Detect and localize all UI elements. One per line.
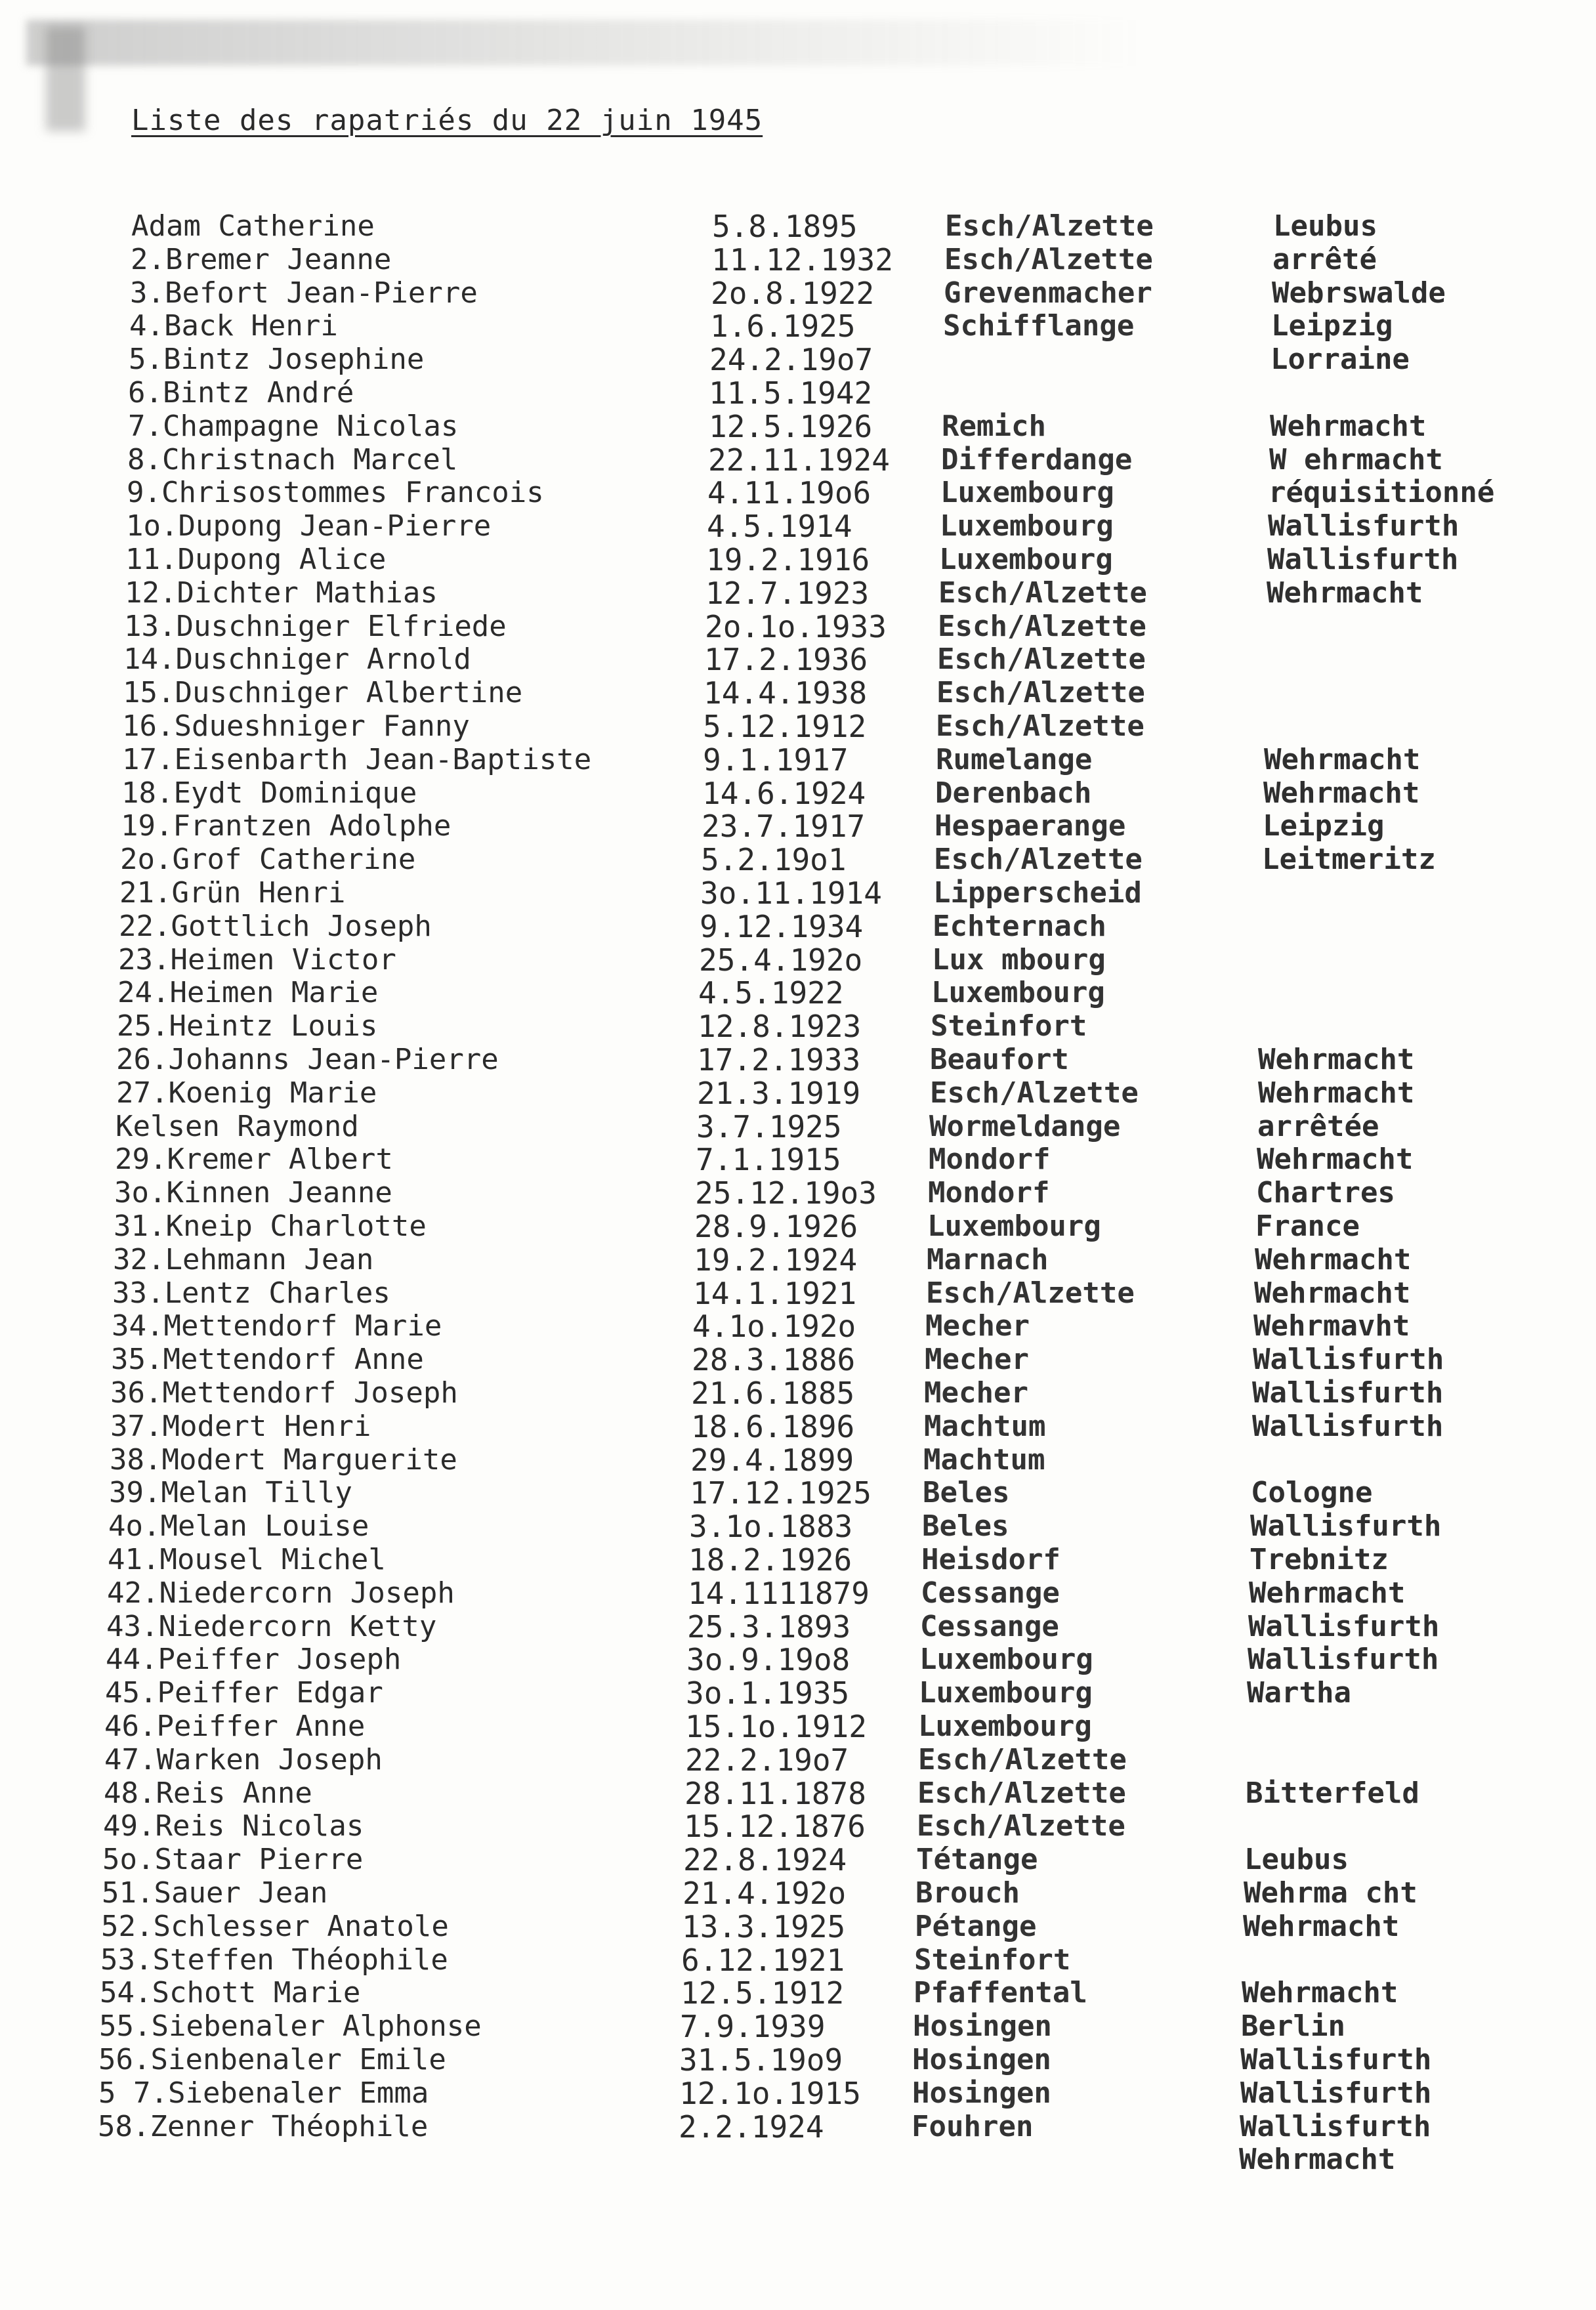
home-town: Machtum (924, 1410, 1046, 1443)
list-row (131, 243, 1509, 276)
birth-date: 17.12.1925 (690, 1475, 872, 1511)
home-town: Schifflange (943, 309, 1135, 343)
list-row (110, 1444, 1488, 1477)
birth-date: 21.4.192o (682, 1876, 847, 1911)
person-name: 21.Grün Henri (119, 876, 346, 910)
birth-date: 17.2.1933 (697, 1042, 861, 1078)
home-town: Beles (922, 1509, 1009, 1543)
birth-date: 22.2.19o7 (685, 1742, 849, 1778)
destination: Wehrmacht (1249, 1576, 1406, 1610)
list-row (110, 1377, 1488, 1410)
person-name: Kelsen Raymond (116, 1110, 359, 1143)
person-name: 47.Warken Joseph (104, 1743, 383, 1776)
birth-date: 12.7.1923 (705, 576, 870, 611)
home-town: Mondorf (929, 1143, 1051, 1176)
birth-date: 15.1o.1912 (685, 1709, 867, 1744)
list-row (128, 410, 1506, 443)
destination: Wartha (1247, 1676, 1351, 1710)
home-town: Grevenmacher (944, 276, 1152, 310)
person-name: 2o.Grof Catherine (120, 843, 416, 876)
person-name: 39.Melan Tilly (109, 1476, 352, 1509)
home-town: Mecher (924, 1376, 1028, 1410)
birth-date: 12.5.1912 (681, 1975, 845, 2011)
home-town: Esch/Alzette (944, 243, 1153, 276)
list-row (102, 1843, 1480, 1876)
birth-date: 28.9.1926 (694, 1209, 858, 1244)
home-town: Beaufort (930, 1043, 1069, 1076)
person-name: 13.Duschniger Elfriede (124, 610, 507, 643)
birth-date: 29.4.1899 (690, 1442, 854, 1478)
scan-shadow (26, 20, 1142, 66)
destination: Wehrmacht (1254, 1276, 1411, 1310)
home-town: Hosingen (912, 2076, 1051, 2110)
person-name: 4.Back Henri (129, 309, 338, 343)
person-name: 3.Befort Jean-Pierre (130, 276, 478, 310)
person-name: 51.Sauer Jean (102, 1876, 328, 1910)
list-row (124, 610, 1502, 643)
birth-date: 25.4.192o (699, 942, 863, 978)
destination: Wehrmacht (1243, 1910, 1400, 1943)
birth-date: 25.3.1893 (687, 1609, 851, 1645)
list-row (128, 377, 1506, 410)
destination: Wehrmacht (1255, 1243, 1412, 1276)
list-row (100, 1944, 1479, 1977)
list-row (131, 210, 1509, 243)
person-name: 2.Bremer Jeanne (131, 243, 392, 276)
birth-date: 4.5.1914 (707, 509, 852, 544)
home-town: Luxembourg (940, 509, 1114, 543)
birth-date: 2.2.1924 (679, 2109, 824, 2145)
birth-date: 4.1o.192o (692, 1309, 856, 1344)
person-name: 22.Gottlich Joseph (119, 910, 432, 943)
list-row (118, 944, 1496, 976)
destination: arrêté (1272, 243, 1377, 276)
birth-date: 21.6.1885 (691, 1376, 855, 1411)
person-name: 53.Steffen Théophile (100, 1943, 448, 1977)
person-name: 5o.Staar Pierre (102, 1843, 364, 1876)
list-row (100, 1977, 1478, 2009)
destination: France (1255, 1209, 1360, 1243)
home-town: Mecher (925, 1343, 1029, 1376)
birth-date: 5.2.19o1 (701, 842, 847, 877)
birth-date: 14.1111879 (688, 1576, 870, 1611)
destination: Wehrmacht (1270, 410, 1427, 443)
list-row (119, 910, 1497, 943)
home-town: Rumelange (936, 743, 1093, 776)
list-row (101, 1910, 1479, 1943)
birth-date: 7.1.1915 (696, 1142, 841, 1177)
person-name: 38.Modert Marguerite (110, 1443, 457, 1477)
list-row (111, 1343, 1489, 1376)
birth-date: 3o.11.1914 (700, 875, 882, 911)
home-town: Fouhren (912, 2110, 1034, 2143)
destination: Trebnitz (1250, 1543, 1389, 1576)
person-name: 41.Mousel Michel (108, 1543, 386, 1576)
birth-date: 18.2.1926 (688, 1542, 852, 1578)
birth-date: 17.2.1936 (704, 642, 868, 677)
birth-date: 18.6.1896 (691, 1409, 855, 1444)
person-name: 3o.Kinnen Jeanne (114, 1176, 392, 1209)
list-row (98, 2110, 1476, 2143)
person-name: 37.Modert Henri (110, 1410, 371, 1443)
birth-date: 19.2.1924 (694, 1242, 858, 1278)
list-row (104, 1777, 1482, 1810)
person-name: 44.Peiffer Joseph (106, 1643, 402, 1676)
destination: Wallisfurth (1240, 2110, 1431, 2143)
home-town: Hosingen (913, 2009, 1052, 2043)
birth-date: 7.9.1939 (680, 2009, 826, 2044)
home-town: Luxembourg (919, 1676, 1093, 1710)
destination: Wallisfurth (1267, 543, 1459, 576)
home-town: Heisdorf (921, 1543, 1060, 1576)
person-name: 36.Mettendorf Joseph (110, 1376, 458, 1410)
birth-date: 1.6.1925 (710, 308, 856, 344)
person-name: 56.Sienbenaler Emile (98, 2043, 446, 2076)
person-name: 16.Sdueshniger Fanny (122, 709, 470, 743)
list-row (103, 1810, 1481, 1843)
home-town: Lux mbourg (932, 943, 1106, 976)
birth-date: 19.2.1916 (706, 542, 870, 578)
person-name: 48.Reis Anne (104, 1776, 312, 1810)
person-name: 4o.Melan Louise (108, 1509, 369, 1543)
person-name: 42.Niedercorn Joseph (107, 1576, 455, 1610)
list-row (104, 1710, 1482, 1743)
home-town: Luxembourg (931, 976, 1105, 1009)
person-name: 52.Schlesser Anatole (101, 1910, 449, 1943)
person-name: 7.Champagne Nicolas (128, 410, 459, 443)
birth-date: 13.3.1925 (682, 1909, 846, 1944)
list-row (112, 1310, 1490, 1343)
birth-date: 2o.1o.1933 (705, 609, 887, 644)
birth-date: 12.5.1926 (709, 409, 873, 444)
list-row (114, 1210, 1492, 1243)
destination: Berlin (1241, 2009, 1345, 2043)
list-row (97, 2143, 1475, 2176)
destination: Wallisfurth (1248, 1610, 1440, 1643)
birth-date: 23.7.1917 (702, 808, 866, 844)
list-row (112, 1277, 1490, 1310)
destination: Wehrmacht (1242, 1976, 1398, 2009)
list-row (125, 577, 1503, 610)
page-title: Liste des rapatriés du 22 juin 1945 (131, 104, 763, 137)
birth-date: 31.5.19o9 (679, 2042, 843, 2078)
destination: Wallisfurth (1248, 1643, 1439, 1676)
list-row (121, 810, 1499, 843)
home-town: Luxembourg (940, 476, 1114, 509)
list-row (106, 1643, 1484, 1676)
birth-date: 2o.8.1922 (711, 276, 875, 311)
list-row (122, 744, 1500, 776)
destination: Leubus (1273, 209, 1377, 243)
home-town: Steinfort (931, 1009, 1087, 1043)
home-town: Differdange (941, 443, 1133, 476)
person-name: 31.Kneip Charlotte (114, 1209, 427, 1243)
destination: Wehrmacht (1263, 776, 1420, 810)
birth-date: 5.8.1895 (712, 209, 858, 244)
person-name: 1o.Dupong Jean-Pierre (126, 509, 492, 543)
person-name: 46.Peiffer Anne (104, 1710, 366, 1743)
destination: Leipzig (1271, 309, 1393, 343)
home-town: Esch/Alzette (945, 209, 1154, 243)
list-row (115, 1143, 1493, 1176)
destination: réquisitionné (1269, 476, 1495, 509)
destination: Wallisfurth (1252, 1410, 1444, 1443)
home-town: Esch/Alzette (926, 1276, 1135, 1310)
person-name: 6.Bintz André (128, 376, 354, 410)
birth-date: 15.12.1876 (684, 1809, 866, 1844)
destination: Wehrmacht (1258, 1076, 1415, 1110)
list-row (130, 277, 1508, 310)
destination: Wallisfurth (1268, 509, 1460, 543)
home-town: Brouch (915, 1876, 1020, 1910)
destination: Wehrmacht (1257, 1143, 1414, 1176)
home-town: Esch/Alzette (936, 709, 1144, 743)
home-town: Wormeldange (929, 1110, 1121, 1143)
home-town: Derenbach (935, 776, 1092, 810)
home-town: Steinfort (914, 1943, 1071, 1977)
home-town: Esch/Alzette (937, 642, 1146, 676)
person-name: Adam Catherine (131, 209, 375, 243)
list-row (129, 310, 1507, 343)
person-name: 55.Siebenaler Alphonse (99, 2009, 482, 2043)
destination: Lorraine (1270, 343, 1410, 376)
list-row (98, 2077, 1477, 2110)
home-town: Cessange (921, 1576, 1060, 1610)
person-name: 15.Duschniger Albertine (123, 676, 523, 709)
person-name: 25.Heintz Louis (117, 1009, 378, 1043)
scan-shadow-corner (46, 26, 85, 131)
home-town: Esch/Alzette (918, 1743, 1127, 1776)
person-name: 12.Dichter Mathias (125, 576, 438, 610)
person-name: 9.Chrisostommes Francois (127, 476, 544, 509)
birth-date: 28.3.1886 (692, 1342, 856, 1377)
home-town: Echternach (933, 910, 1106, 943)
destination: W ehrmacht (1269, 443, 1443, 476)
birth-date: 11.12.1932 (711, 242, 893, 278)
person-name: 34.Mettendorf Marie (112, 1309, 442, 1343)
birth-date: 28.11.1878 (684, 1776, 866, 1811)
home-town: Esch/Alzette (938, 610, 1146, 643)
person-name: 8.Christnach Marcel (127, 443, 458, 476)
birth-date: 3o.9.19o8 (686, 1642, 850, 1677)
birth-date: 12.8.1923 (698, 1009, 862, 1044)
person-name: 23.Heimen Victor (118, 943, 396, 976)
person-name: 18.Eydt Dominique (121, 776, 417, 810)
destination: Chartres (1256, 1176, 1395, 1209)
person-name: 49.Reis Nicolas (103, 1809, 364, 1843)
list-row (116, 1077, 1494, 1110)
home-town: Esch/Alzette (934, 843, 1143, 876)
home-town: Esch/Alzette (938, 576, 1147, 610)
birth-date: 22.11.1924 (708, 442, 890, 478)
home-town: Esch/Alzette (936, 676, 1145, 709)
home-town: Machtum (923, 1443, 1045, 1477)
list-row (120, 843, 1498, 876)
birth-date: 12.1o.1915 (679, 2076, 861, 2111)
home-town: Luxembourg (918, 1710, 1092, 1743)
person-name: 5.Bintz Josephine (129, 343, 425, 376)
home-town: Esch/Alzette (917, 1809, 1125, 1843)
home-town: Tétange (916, 1843, 1038, 1876)
list-row (117, 1010, 1495, 1043)
home-town: Mecher (925, 1309, 1030, 1343)
list-row (123, 677, 1501, 709)
list-row (125, 543, 1503, 576)
person-name: 19.Frantzen Adolphe (121, 809, 452, 843)
home-town: Esch/Alzette (930, 1076, 1139, 1110)
list-row (98, 2044, 1477, 2076)
person-name: 33.Lentz Charles (112, 1276, 390, 1310)
list-row (110, 1410, 1488, 1443)
home-town: Luxembourg (919, 1643, 1093, 1676)
destination: Wehrmacht (1267, 576, 1423, 610)
birth-date: 25.12.19o3 (695, 1175, 877, 1211)
birth-date: 6.12.1921 (681, 1942, 845, 1978)
birth-date: 9.12.1934 (700, 909, 864, 944)
destination: Wallisfurth (1250, 1509, 1442, 1543)
person-name: 43.Niedercorn Ketty (106, 1610, 437, 1643)
person-name: 14.Duschniger Arnold (123, 642, 471, 676)
list-row (116, 1043, 1494, 1076)
list-row (107, 1577, 1485, 1610)
person-name: 5 7.Siebenaler Emma (98, 2076, 429, 2110)
person-name: 11.Dupong Alice (125, 543, 387, 576)
list-row (122, 710, 1500, 743)
list-row (106, 1610, 1484, 1643)
birth-date: 4.11.19o6 (707, 475, 872, 511)
list-row (121, 777, 1500, 810)
person-name: 45.Peiffer Edgar (105, 1676, 383, 1710)
birth-date: 22.8.1924 (683, 1842, 847, 1878)
list-row (126, 510, 1504, 543)
birth-date: 14.4.1938 (704, 675, 868, 711)
destination: Wehrmacht (1264, 743, 1421, 776)
birth-date: 9.1.1917 (703, 742, 849, 778)
list-row (104, 1744, 1482, 1776)
birth-date: 3.1o.1883 (689, 1509, 853, 1544)
home-town: Pétange (915, 1910, 1037, 1943)
list-row (108, 1510, 1486, 1543)
home-town: Lipperscheid (933, 876, 1142, 910)
destination: Wehrma cht (1244, 1876, 1418, 1910)
list-row (113, 1244, 1491, 1276)
list-row (102, 1877, 1480, 1910)
list-row (116, 1110, 1494, 1143)
person-name: 29.Kremer Albert (115, 1143, 393, 1176)
home-town: Esch/Alzette (917, 1776, 1126, 1810)
destination: Cologne (1251, 1476, 1373, 1509)
list-row (123, 643, 1502, 676)
list-row (108, 1544, 1486, 1576)
home-town: Beles (923, 1476, 1010, 1509)
home-town: Luxembourg (939, 543, 1113, 576)
person-name: 35.Mettendorf Anne (111, 1343, 424, 1376)
person-name: 27.Koenig Marie (116, 1076, 377, 1110)
list-row (127, 444, 1505, 476)
person-name: 54.Schott Marie (100, 1976, 361, 2009)
destination: Wallisfurth (1252, 1376, 1444, 1410)
destination: Leubus (1244, 1843, 1349, 1876)
birth-date: 14.6.1924 (702, 776, 866, 811)
destination: Wallisfurth (1240, 2076, 1432, 2110)
person-name: 24.Heimen Marie (117, 976, 379, 1009)
home-town: Hosingen (912, 2043, 1051, 2076)
birth-date: 5.12.1912 (703, 709, 867, 744)
destination: Leipzig (1263, 809, 1385, 843)
destination: Bitterfeld (1246, 1776, 1419, 1810)
destination: Wehrmacht (1239, 2143, 1396, 2176)
destination: Wehrmacht (1258, 1043, 1415, 1076)
person-name: 26.Johanns Jean-Pierre (116, 1043, 499, 1076)
home-town: Pfaffental (914, 1976, 1087, 2009)
list-row (119, 877, 1498, 910)
list-row (129, 343, 1507, 376)
person-name: 32.Lehmann Jean (113, 1243, 374, 1276)
destination: arrêtée (1257, 1110, 1379, 1143)
list-row (117, 976, 1496, 1009)
birth-date: 14.1.1921 (693, 1276, 857, 1311)
list-row (114, 1177, 1492, 1209)
birth-date: 11.5.1942 (709, 375, 873, 411)
birth-date: 24.2.19o7 (709, 342, 873, 377)
destination: Wehrmavht (1253, 1309, 1410, 1343)
destination: Leitmeritz (1262, 843, 1436, 876)
list-row (99, 2010, 1477, 2043)
home-town: Hespaerange (934, 809, 1126, 843)
person-name: 17.Eisenbarth Jean-Baptiste (122, 743, 592, 776)
birth-date: 21.3.1919 (697, 1076, 861, 1111)
home-town: Remich (942, 410, 1046, 443)
birth-date: 4.5.1922 (698, 975, 844, 1011)
destination: Wallisfurth (1240, 2043, 1432, 2076)
list-row (109, 1477, 1487, 1509)
birth-date: 3.7.1925 (696, 1109, 842, 1144)
birth-date: 3o.1.1935 (686, 1675, 850, 1711)
home-town: Mondorf (928, 1176, 1050, 1209)
home-town: Luxembourg (927, 1209, 1101, 1243)
home-town: Cessange (920, 1610, 1059, 1643)
destination: Wallisfurth (1253, 1343, 1444, 1376)
list-row (127, 476, 1505, 509)
person-name: 58.Zenner Théophile (98, 2110, 429, 2143)
list-row (105, 1677, 1483, 1710)
home-town: Marnach (927, 1243, 1049, 1276)
destination: Webrswalde (1272, 276, 1446, 310)
